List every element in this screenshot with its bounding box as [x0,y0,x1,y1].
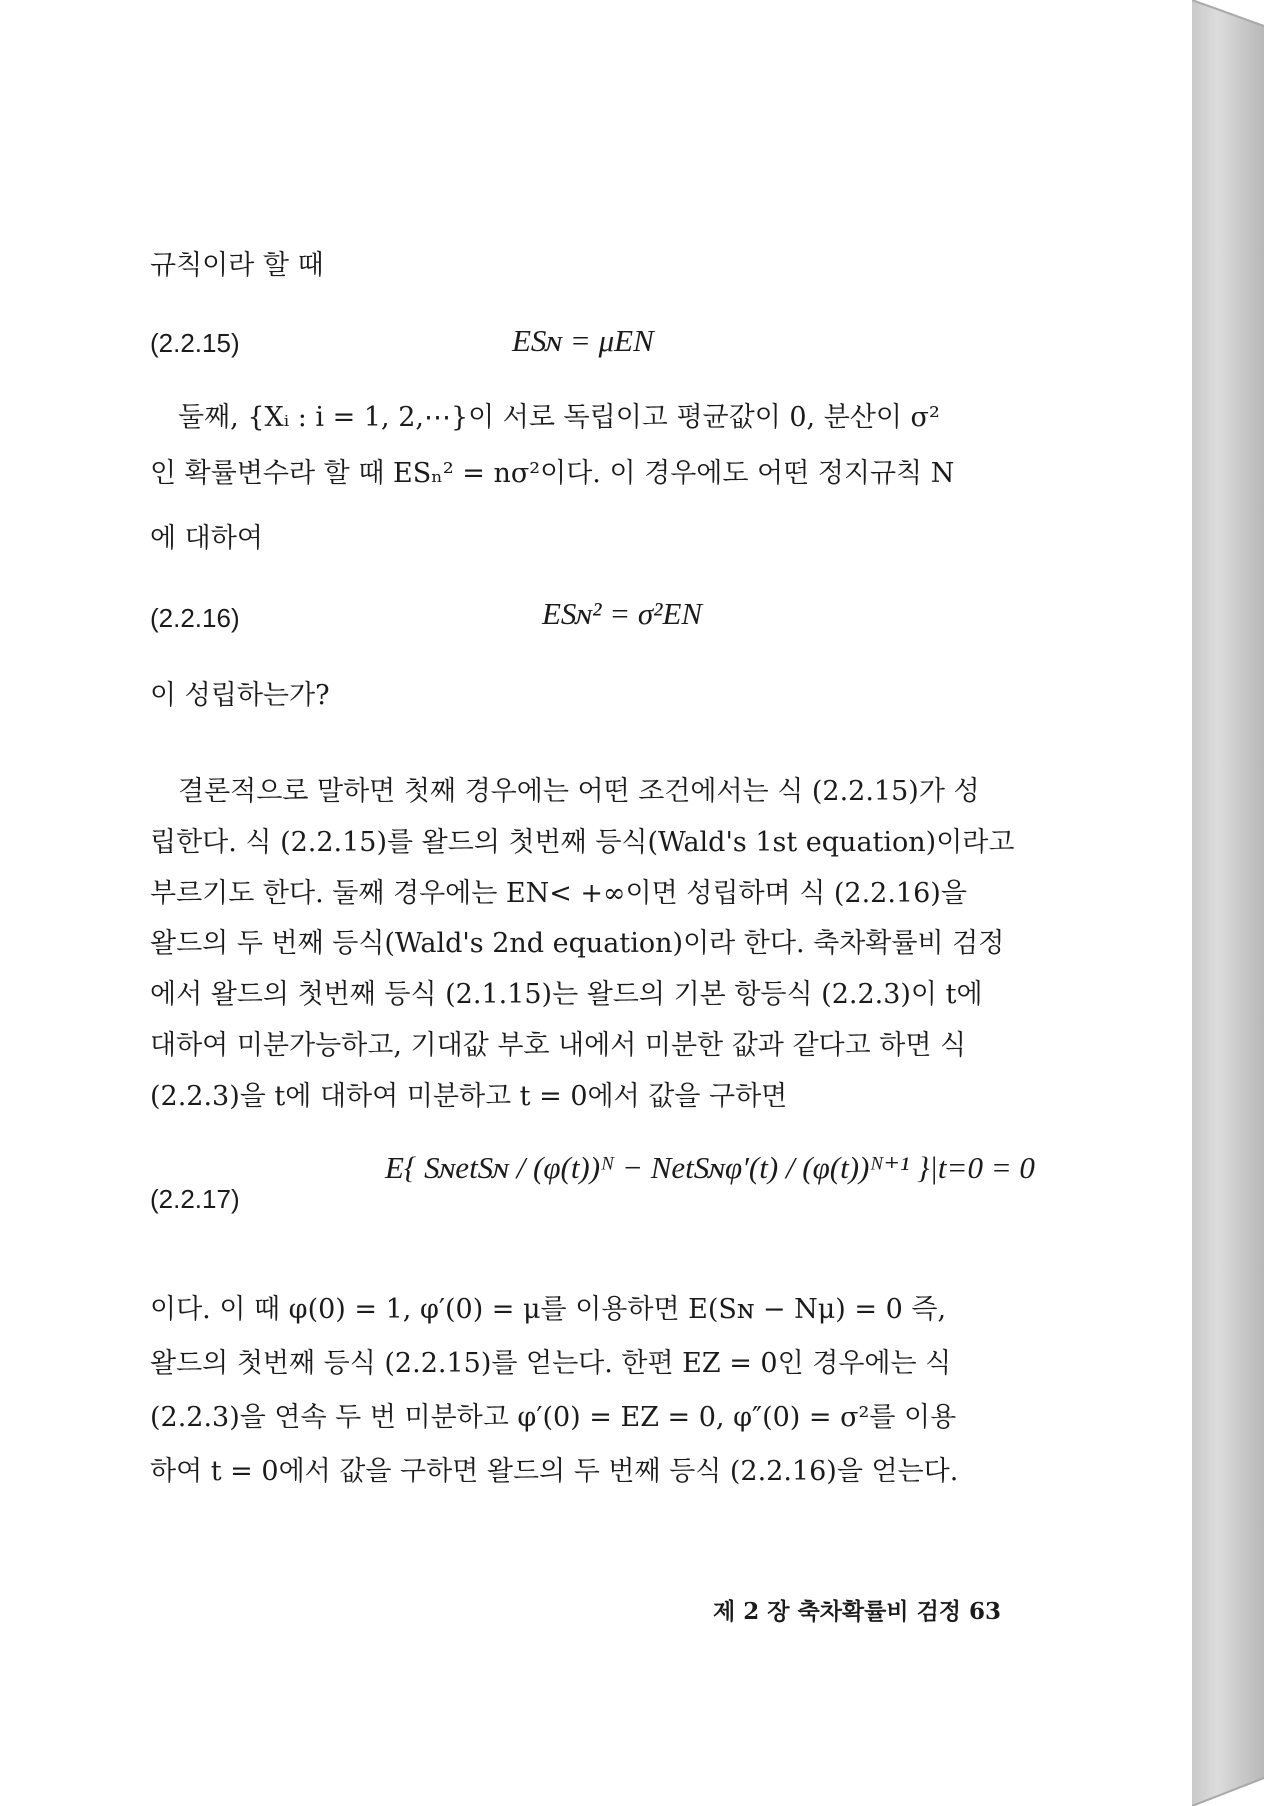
text-line-15: (2.2.3)을 연속 두 번 미분하고 φ′(0) = EZ = 0, φ″(0) = σ²를 이용 [150,1402,957,1433]
footer-title: 축차확률비 검정 [797,1598,962,1625]
text-line-4: 에 대하여 [150,523,263,554]
equation-2-2-15: ESɴ = μEN [512,323,654,358]
page-number: 63 [969,1598,1002,1625]
equation-2-2-16: ESɴ² = σ²EN [542,596,703,631]
text-line-12: (2.2.3)을 t에 대하여 미분하고 t = 0에서 값을 구하면 [150,1081,788,1112]
footer-chapter: 제 2 장 [713,1598,790,1625]
text-line-2: 둘째, {Xᵢ : i = 1, 2,⋯}이 서로 독립이고 평균값이 0, 분산이 σ² [178,402,940,433]
text-line-5: 이 성립하는가? [150,680,330,711]
text-line-8: 부르기도 한다. 둘째 경우에는 EN< +∞이면 성립하며 식 (2.2.16)을 [150,878,967,909]
text-line-14: 왈드의 첫번째 등식 (2.2.15)를 얻는다. 한편 EZ = 0인 경우에는 식 [150,1348,952,1379]
text-line-7: 립한다. 식 (2.2.15)를 왈드의 첫번째 등식(Wald's 1st equation)이라고 [150,827,1015,858]
text-line-16: 하여 t = 0에서 값을 구하면 왈드의 두 번째 등식 (2.2.16)을 얻는다. [150,1456,959,1487]
text-line-9: 왈드의 두 번째 등식(Wald's 2nd equation)이라 한다. 축차확률비 검정 [150,928,1005,959]
text-line-10: 에서 왈드의 첫번째 등식 (2.1.15)는 왈드의 기본 항등식 (2.2.3)이 t에 [150,979,983,1010]
text-line-3: 인 확률변수라 할 때 ESₙ² = nσ²이다. 이 경우에도 어떤 정지규칙 N [150,458,955,489]
text-line-1: 규칙이라 할 때 [150,250,324,281]
equation-number-2-2-15: (2.2.15) [150,328,240,358]
text-line-11: 대하여 미분가능하고, 기대값 부호 내에서 미분한 값과 같다고 하면 식 [150,1030,967,1061]
equation-2-2-17: E{ SɴetSɴ / (φ(t))ᴺ − NetSɴφ′(t) / (φ(t))ᴺ⁺¹ }|t=0 = 0 [385,1150,1035,1185]
equation-number-2-2-16: (2.2.16) [150,603,240,633]
page-footer [713,1593,1001,1626]
book-edge [1192,0,1264,1806]
text-line-13: 이다. 이 때 φ(0) = 1, φ′(0) = μ를 이용하면 E(Sɴ − Nμ) = 0 즉, [150,1294,947,1325]
text-line-6: 결론적으로 말하면 첫째 경우에는 어떤 조건에서는 식 (2.2.15)가 성 [178,776,980,807]
equation-number-2-2-17: (2.2.17) [150,1184,240,1214]
